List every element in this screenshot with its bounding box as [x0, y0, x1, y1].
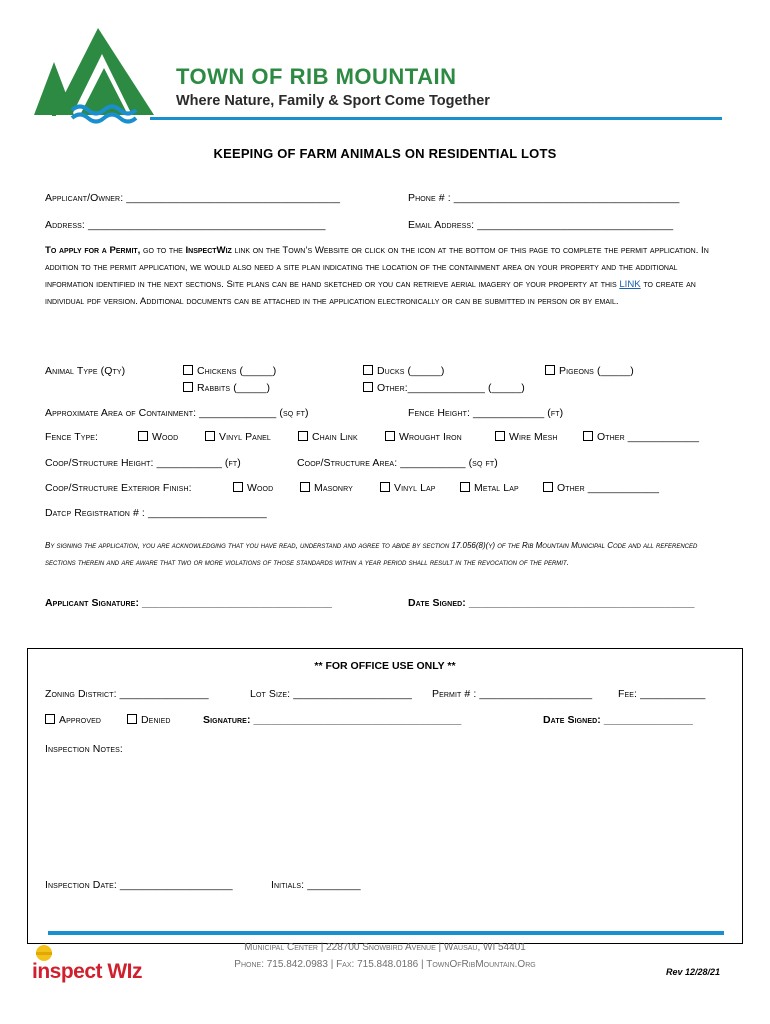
checkbox-icon[interactable]: [385, 431, 395, 441]
checkbox-icon[interactable]: [543, 482, 553, 492]
coop-finish-label: Coop/Structure Exterior Finish:: [45, 482, 192, 494]
checkbox-icon[interactable]: [138, 431, 148, 441]
checkbox-icon[interactable]: [205, 431, 215, 441]
header-rule: [150, 117, 722, 120]
fence-vinyl-option[interactable]: Vinyl Panel: [205, 431, 271, 443]
checkbox-icon[interactable]: [583, 431, 593, 441]
approved-option[interactable]: Approved: [45, 714, 101, 726]
checkbox-icon[interactable]: [460, 482, 470, 492]
checkbox-icon[interactable]: [298, 431, 308, 441]
inspectwiz-logo[interactable]: [32, 938, 143, 994]
zoning-district-field[interactable]: Zoning District: _______________: [45, 688, 209, 700]
org-name: TOWN OF RIB MOUNTAIN: [176, 64, 457, 89]
email-field[interactable]: Email Address: _________________________________: [408, 219, 674, 231]
checkbox-icon[interactable]: [363, 382, 373, 392]
org-tagline: Where Nature, Family & Sport Come Together: [176, 93, 490, 109]
coop-height-field[interactable]: Coop/Structure Height: ___________ (ft): [45, 457, 241, 469]
date-signed-field[interactable]: Date Signed: ______________________________________: [408, 597, 695, 609]
fence-type-label: Fence Type:: [45, 431, 99, 443]
fence-wire-option[interactable]: Wire Mesh: [495, 431, 558, 443]
revision-date: Rev 12/28/21: [666, 967, 721, 977]
checkbox-icon[interactable]: [545, 365, 555, 375]
footer-address-line2: Phone: 715.842.0983 | Fax: 715.848.0186 | TownOfRibMountain.Org: [234, 959, 536, 970]
fence-iron-option[interactable]: Wrought Iron: [385, 431, 462, 443]
town-logo: [32, 20, 162, 125]
checkbox-icon[interactable]: [183, 382, 193, 392]
inspectwiz-logo-text: inspect WIz: [32, 960, 143, 983]
inspection-notes-label: Inspection Notes:: [45, 743, 123, 755]
instructions-paragraph: To apply for a Permit, go to the InspectWiz link on the Town’s Website or click on the icon at the bottom of this page to complete the permit application. In addition to the permit application, we would also need a site plan indicating the location of the containment area on your property and the additional information identified in the next sections. Site plans can be hand sketched or you can retrieve aerial imagery of your property at this LINK to create an individual pdf version. Additional documents can be attached in the application electronically or can be submitted in person or by email.: [45, 245, 709, 307]
footer-rule: [48, 931, 724, 935]
checkbox-icon[interactable]: [127, 714, 137, 724]
permit-number-field[interactable]: Permit # : ___________________: [432, 688, 593, 700]
footer-address-line1: Municipal Center | 228700 Snowbird Avenue | Wausau, WI 54401: [244, 942, 526, 953]
finish-wood-option[interactable]: Wood: [233, 482, 273, 494]
aerial-imagery-link[interactable]: LINK: [619, 279, 641, 290]
fence-wood-option[interactable]: Wood: [138, 431, 178, 443]
finish-masonry-option[interactable]: Masonry: [300, 482, 353, 494]
checkbox-icon[interactable]: [233, 482, 243, 492]
denied-option[interactable]: Denied: [127, 714, 171, 726]
checkbox-icon[interactable]: [300, 482, 310, 492]
phone-field[interactable]: Phone # : ______________________________________: [408, 192, 680, 204]
datcp-registration-field[interactable]: Datcp Registration # : ____________________: [45, 507, 267, 519]
checkbox-icon[interactable]: [495, 431, 505, 441]
finish-metal-option[interactable]: Metal Lap: [460, 482, 519, 494]
checkbox-icon[interactable]: [183, 365, 193, 375]
containment-area-field[interactable]: Approximate Area of Containment: _____________ (sq ft): [45, 407, 309, 419]
initials-field[interactable]: Initials: _________: [271, 879, 361, 891]
fence-chain-option[interactable]: Chain Link: [298, 431, 358, 443]
fee-field[interactable]: Fee: ___________: [618, 688, 706, 700]
checkbox-icon[interactable]: [45, 714, 55, 724]
ducks-option[interactable]: Ducks (_____): [363, 365, 444, 377]
applicant-field[interactable]: Applicant/Owner: ____________________________________: [45, 192, 341, 204]
pigeons-option[interactable]: Pigeons (_____): [545, 365, 634, 377]
chickens-option[interactable]: Chickens (_____): [183, 365, 276, 377]
footer-address: [150, 939, 620, 973]
other-animal-option[interactable]: Other:_____________ (_____): [363, 382, 525, 394]
fence-other-option[interactable]: Other ____________: [583, 431, 699, 443]
lot-size-field[interactable]: Lot Size: ____________________: [250, 688, 412, 700]
fence-height-field[interactable]: Fence Height: ____________ (ft): [408, 407, 564, 419]
inspection-notes-area[interactable]: [45, 760, 725, 870]
applicant-signature-field[interactable]: Applicant Signature: ________________________________: [45, 597, 333, 609]
office-date-signed-field[interactable]: Date Signed: _______________: [543, 714, 693, 726]
mountain-logo-icon: [32, 20, 162, 125]
finish-vinyl-option[interactable]: Vinyl Lap: [380, 482, 436, 494]
inspection-date-field[interactable]: Inspection Date: ___________________: [45, 879, 233, 891]
rabbits-option[interactable]: Rabbits (_____): [183, 382, 270, 394]
finish-other-option[interactable]: Other ____________: [543, 482, 659, 494]
checkbox-icon[interactable]: [363, 365, 373, 375]
form-title: KEEPING OF FARM ANIMALS ON RESIDENTIAL LOTS: [213, 146, 557, 161]
animal-type-label: Animal Type (Qty): [45, 365, 126, 377]
checkbox-icon[interactable]: [380, 482, 390, 492]
coop-area-field[interactable]: Coop/Structure Area: ___________ (sq ft): [297, 457, 498, 469]
office-use-heading: ** FOR OFFICE USE ONLY **: [314, 660, 456, 672]
address-field[interactable]: Address: ________________________________________: [45, 219, 326, 231]
legal-statement: By signing the application, you are acknowledging that you have read, understand and agree to abide by section 17.056(8)(y) of the Rib Mountain Municipal Code and all referenced sections therein and are aware that two or more violations of those standards within a year period shall result in the revocation of the permit.: [45, 541, 698, 567]
office-signature-field[interactable]: Signature: ___________________________________: [203, 714, 462, 726]
